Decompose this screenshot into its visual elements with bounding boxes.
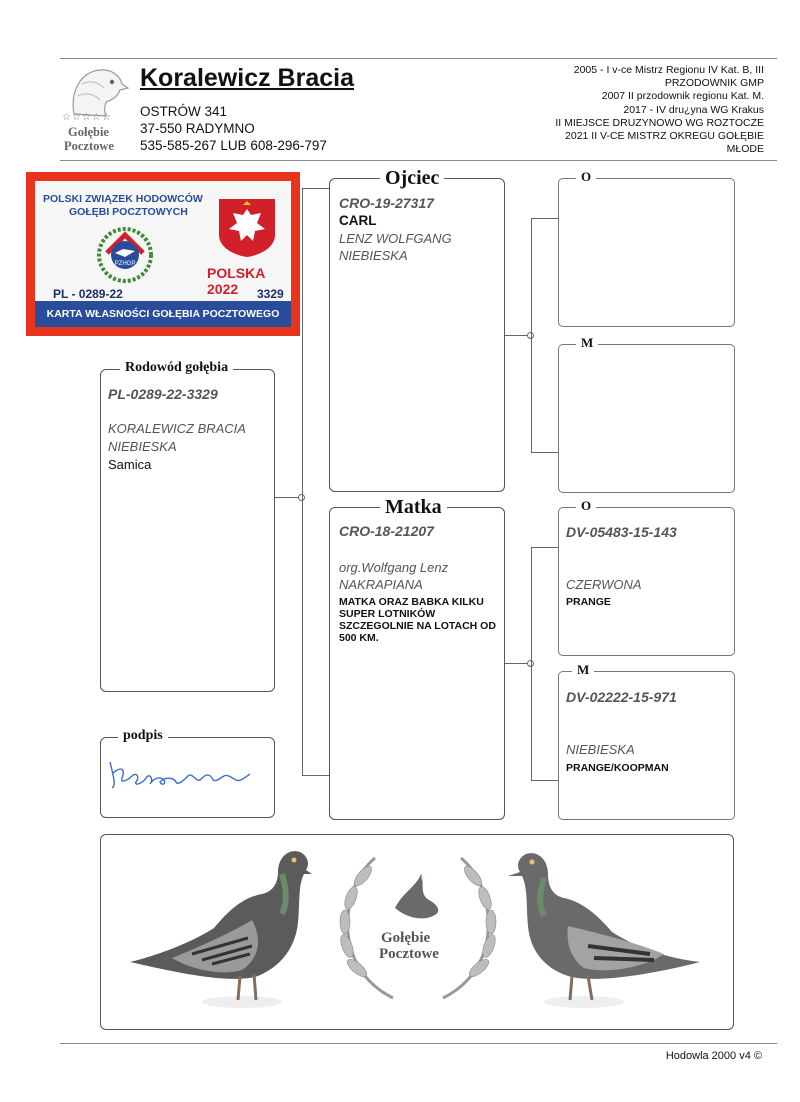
card-country-year: POLSKA 2022 <box>207 265 265 297</box>
logo-line2: Pocztowe <box>64 139 114 153</box>
emblem-line2: Pocztowe <box>379 946 439 962</box>
address-line1: OSTRÓW 341 <box>140 104 228 119</box>
mother-ring: CRO-18-21207 <box>339 523 434 539</box>
grandmother-maternal-line: PRANGE/KOOPMAN <box>566 762 669 774</box>
mother-title: Matka <box>380 496 447 519</box>
mother-box <box>329 507 505 820</box>
pigeon-left-icon <box>122 842 312 1012</box>
grandmother-maternal-ring: DV-02222-15-971 <box>566 689 677 705</box>
subject-ring: PL-0289-22-3329 <box>108 386 218 402</box>
achievement-line: PRZODOWNIK GMP <box>664 77 764 90</box>
achievement-line: 2007 II przodownik regionu Kat. M. <box>601 90 764 103</box>
connector <box>531 218 532 452</box>
connector <box>302 775 329 776</box>
laurel-emblem-icon <box>333 848 503 1008</box>
grandmother-maternal-color: NIEBIESKA <box>566 742 635 757</box>
phone-number: 535-585-267 LUB 608-296-797 <box>140 138 327 153</box>
connector <box>302 188 329 189</box>
footer-credit: Hodowla 2000 v4 © <box>665 1050 762 1062</box>
grandfather-paternal-label: O <box>576 169 596 185</box>
address-line2: 37-550 RADYMNO <box>140 121 255 136</box>
subject-owner: KORALEWICZ BRACIA <box>108 421 246 436</box>
father-title: Ojciec <box>380 167 444 190</box>
subject-color: NIEBIESKA <box>108 439 177 454</box>
connector <box>531 547 558 548</box>
ownership-card <box>26 172 300 336</box>
breeder-name: Koralewicz Bracia <box>140 64 354 92</box>
father-color: NIEBIESKA <box>339 248 408 263</box>
breeder-logo <box>60 62 132 158</box>
header-top-rule <box>60 58 777 59</box>
pigeon-head-logo-icon <box>60 62 132 118</box>
emblem-line1: Gołębie <box>381 930 431 946</box>
header-bottom-rule <box>60 160 777 161</box>
connector <box>531 218 558 219</box>
connector <box>531 547 532 780</box>
achievement-line: MŁODE <box>726 143 764 156</box>
logo-line1: Gołębie <box>68 125 109 139</box>
card-org-line2: GOŁĘBI POCZTOWYCH <box>69 206 188 218</box>
grandfather-maternal-color: CZERWONA <box>566 577 642 592</box>
pzhgp-badge-icon <box>93 223 157 285</box>
grandmother-paternal-label: M <box>576 335 598 351</box>
achievement-line: 2005 - I v-ce Mistrz Regionu IV Kat. B, III <box>573 64 764 76</box>
connector <box>302 188 303 775</box>
card-ring-right: 3329 <box>257 287 284 301</box>
card-ring-left: PL - 0289-22 <box>53 287 123 301</box>
footer-rule <box>60 1043 777 1044</box>
pigeon-right-icon <box>504 842 704 1012</box>
logo-stars: ☆☆☆☆☆ <box>62 112 112 123</box>
connector <box>531 452 558 453</box>
subject-box <box>100 369 275 692</box>
card-footer-band <box>35 301 291 327</box>
mother-color: NAKRAPIANA <box>339 577 423 592</box>
father-breeder: LENZ WOLFGANG <box>339 231 452 246</box>
father-name: CARL <box>339 213 377 228</box>
achievement-line: 2017 - IV dru¿yna WG Krakus <box>623 103 764 116</box>
grandmother-paternal-box <box>558 344 735 493</box>
father-ring: CRO-19-27317 <box>339 195 434 211</box>
grandmother-maternal-label: M <box>572 662 594 678</box>
connector <box>531 780 558 781</box>
grandfather-maternal-line: PRANGE <box>566 596 611 608</box>
grandfather-maternal-label: O <box>576 498 596 514</box>
subject-title: Rodowód gołębia <box>120 360 233 376</box>
signature-title: podpis <box>118 728 168 744</box>
polish-eagle-icon <box>215 195 279 259</box>
grandfather-paternal-box <box>558 178 735 327</box>
card-footer-text: KARTA WŁASNOŚCI GOŁĘBIA POCZTOWEGO <box>46 308 280 320</box>
card-org-line1: POLSKI ZWIĄZEK HODOWCÓW <box>43 193 203 205</box>
achievements-list <box>555 64 764 156</box>
signature-scribble-icon <box>104 754 264 794</box>
subject-sex: Samica <box>108 457 152 472</box>
achievement-line: II MIEJSCE DRUZYNOWO WG ROZTOCZE <box>555 116 764 129</box>
grandfather-maternal-ring: DV-05483-15-143 <box>566 524 677 540</box>
signature-handwriting <box>104 754 264 794</box>
mother-breeder: org.Wolfgang Lenz <box>339 560 449 575</box>
mother-note: MATKA ORAZ BABKA KILKU SUPER LOTNIKÓW SZCZEGOLNIE NA LOTACH OD 500 KM. <box>339 596 496 644</box>
pzhgp-badge-label: PZHGP <box>114 261 136 267</box>
achievement-line: 2021 II V-CE MISTRZ OKREGU GOŁĘBIE <box>565 130 764 143</box>
